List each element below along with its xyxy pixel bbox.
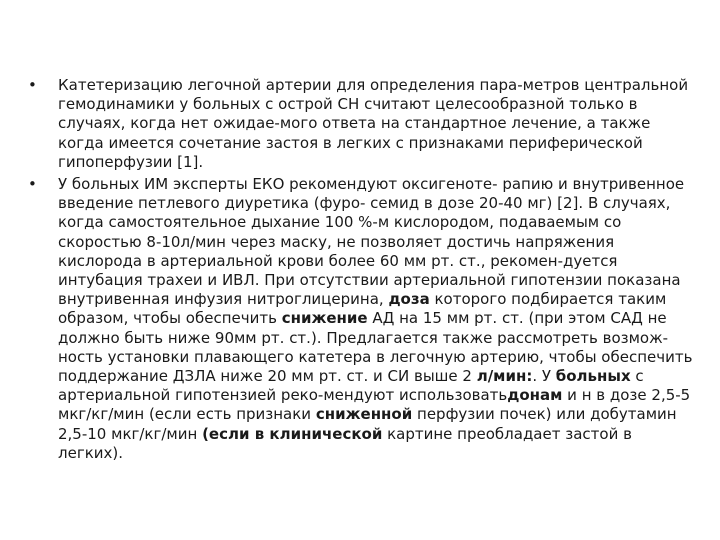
- bold-text-segment: снижение: [281, 309, 368, 328]
- text-segment: и н в дозе 2,5-5 мкг/кг/мин (если есть признаки: [58, 386, 691, 424]
- bold-text-segment: донам: [507, 386, 563, 405]
- bold-text-segment: больных: [555, 367, 631, 386]
- bullet-item: [22, 175, 698, 463]
- bold-text-segment: сниженной: [315, 405, 413, 424]
- text-segment: У больных ИМ эксперты ЕКО рекомендуют оксигеноте- рапию и внутривенное введение петлевого диуретика (фуро- семид в дозе 20-40 мг) [2]. В случаях, когда самостоятельное дыхание 100 %-м кислородом, подаваемым со скоростью 8-10л/мин через маску, не позволяет достичь напряжения кислорода в артериальной крови более 60 мм рт. ст., рекомен-дуется интубация трахеи и ИВЛ. При отсутствии артериальной гипотензии показана внутривенная инфузия нитроглицерина,: [58, 175, 685, 309]
- bullet-marker: •: [28, 175, 37, 194]
- text-segment: Катетеризацию легочной артерии для определения пара-метров центральной гемодинамики у больных с острой СН считают целесообразной только в случаях, когда нет ожидае-мого ответа на стандартное лечение, а также когда имеется сочетание застоя в легких с признаками периферической гипоперфузии [1].: [58, 76, 689, 171]
- bullet-text: [58, 175, 692, 462]
- text-segment: . У: [532, 367, 556, 386]
- text-segment: которого подбирается таким образом, чтобы обеспечить: [58, 290, 667, 328]
- bold-text-segment: л/мин:: [476, 367, 533, 386]
- bullet-marker: •: [28, 76, 37, 94]
- text-segment: с артериальной гипотензией реко-мендуют использовать: [58, 367, 644, 405]
- bullet-list: [22, 76, 698, 463]
- bullet-text: [58, 76, 688, 171]
- bold-text-segment: доза: [388, 290, 430, 309]
- text-segment: картине преобладает застой в легких).: [58, 424, 632, 462]
- text-segment: перфузии почек) или добутамин 2,5-10 мкг/кг/мин: [58, 405, 677, 443]
- bold-text-segment: (если в клинической: [202, 424, 383, 443]
- text-segment: АД на 15 мм рт. ст. (при этом САД не должно быть ниже 90мм рт. ст.). Предлагается также рассмотреть возмож-ность установки плавающего катетера в легочную артерию, чтобы обеспечить поддержание ДЗЛА ниже 20 мм рт. ст. и СИ выше 2: [58, 309, 693, 386]
- bullet-item: [22, 76, 698, 172]
